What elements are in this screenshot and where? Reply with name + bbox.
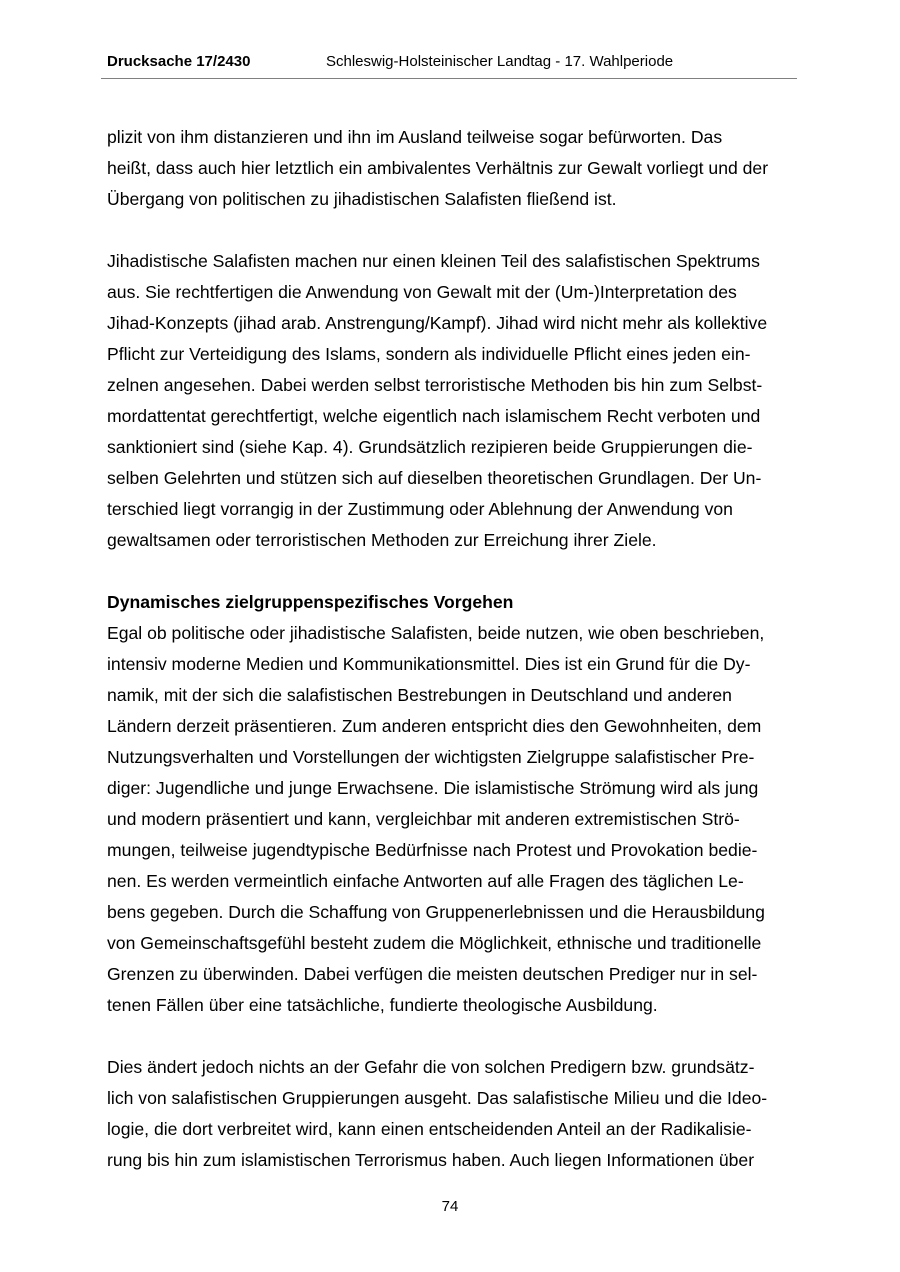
text-line: plizit von ihm distanzieren und ihn im Ausland teilweise sogar befürworten. Das [107, 127, 723, 147]
text-line: mungen, teilweise jugendtypische Bedürfnisse nach Protest und Provokation bedie- [107, 840, 758, 860]
text-line: gewaltsamen oder terroristischen Methoden zur Erreichung ihrer Ziele. [107, 530, 657, 550]
page-number: 74 [441, 1198, 459, 1215]
text-line: mordattentat gerechtfertigt, welche eigentlich nach islamischem Recht verboten und [107, 406, 761, 426]
text-line: Jihad-Konzepts (jihad arab. Anstrengung/Kampf). Jihad wird nicht mehr als kollektive [107, 313, 768, 333]
paragraph-2 [107, 246, 797, 556]
paragraph-gap [107, 215, 797, 246]
text-line: Pflicht zur Verteidigung des Islams, sondern als individuelle Pflicht eines jeden ein- [107, 344, 751, 364]
text-line: bens gegeben. Durch die Schaffung von Gruppenerlebnissen und die Herausbildung [107, 902, 765, 922]
text-line: namik, mit der sich die salafistischen Bestrebungen in Deutschland und anderen [107, 685, 732, 705]
paragraph-4 [107, 1052, 797, 1176]
text-line: aus. Sie rechtfertigen die Anwendung von Gewalt mit der (Um-)Interpretation des [107, 282, 737, 302]
body-text [107, 122, 797, 1176]
text-line: Dies ändert jedoch nichts an der Gefahr die von solchen Predigern bzw. grundsätz- [107, 1057, 755, 1077]
text-line: von Gemeinschaftsgefühl besteht zudem die Möglichkeit, ethnische und traditionelle [107, 933, 762, 953]
text-line: tenen Fällen über eine tatsächliche, fundierte theologische Ausbildung. [107, 995, 658, 1015]
text-line: diger: Jugendliche und junge Erwachsene. Die islamistische Strömung wird als jung [107, 778, 759, 798]
section-heading: Dynamisches zielgruppenspezifisches Vorgehen [107, 592, 514, 612]
text-line: und modern präsentiert und kann, vergleichbar mit anderen extremistischen Strö- [107, 809, 740, 829]
text-line: terschied liegt vorrangig in der Zustimmung oder Ablehnung der Anwendung von [107, 499, 733, 519]
text-line: sanktioniert sind (siehe Kap. 4). Grundsätzlich rezipieren beide Gruppierungen die- [107, 437, 753, 457]
header-title: Schleswig-Holsteinischer Landtag - 17. Wahlperiode [326, 53, 674, 70]
text-line: Jihadistische Salafisten machen nur einen kleinen Teil des salafistischen Spektrums [107, 251, 760, 271]
text-line: Nutzungsverhalten und Vorstellungen der wichtigsten Zielgruppe salafistischer Pre- [107, 747, 755, 767]
text-line: lich von salafistischen Gruppierungen ausgeht. Das salafistische Milieu und die Ideo- [107, 1088, 768, 1108]
document-number: Drucksache 17/2430 [107, 53, 251, 70]
paragraph-gap [107, 1021, 797, 1052]
text-line: nen. Es werden vermeintlich einfache Antworten auf alle Fragen des täglichen Le- [107, 871, 744, 891]
text-line: rung bis hin zum islamistischen Terrorismus haben. Auch liegen Informationen über [107, 1150, 755, 1170]
text-line: Egal ob politische oder jihadistische Salafisten, beide nutzen, wie oben beschrieben, [107, 623, 765, 643]
text-line: selben Gelehrten und stützen sich auf dieselben theoretischen Grundlagen. Der Un- [107, 468, 762, 488]
text-line: Ländern derzeit präsentieren. Zum anderen entspricht dies den Gewohnheiten, dem [107, 716, 762, 736]
text-line: Übergang von politischen zu jihadistischen Salafisten fließend ist. [107, 189, 617, 209]
paragraph-3 [107, 618, 797, 1021]
text-line: intensiv moderne Medien und Kommunikationsmittel. Dies ist ein Grund für die Dy- [107, 654, 751, 674]
text-line: zelnen angesehen. Dabei werden selbst terroristische Methoden bis hin zum Selbst- [107, 375, 763, 395]
text-line: Grenzen zu überwinden. Dabei verfügen die meisten deutschen Prediger nur in sel- [107, 964, 758, 984]
paragraph-1 [107, 122, 797, 215]
text-line: logie, die dort verbreitet wird, kann einen entscheidenden Anteil an der Radikalisie- [107, 1119, 752, 1139]
page-header [101, 52, 797, 79]
text-line: heißt, dass auch hier letztlich ein ambivalentes Verhältnis zur Gewalt vorliegt und der [107, 158, 769, 178]
paragraph-gap [107, 556, 797, 587]
